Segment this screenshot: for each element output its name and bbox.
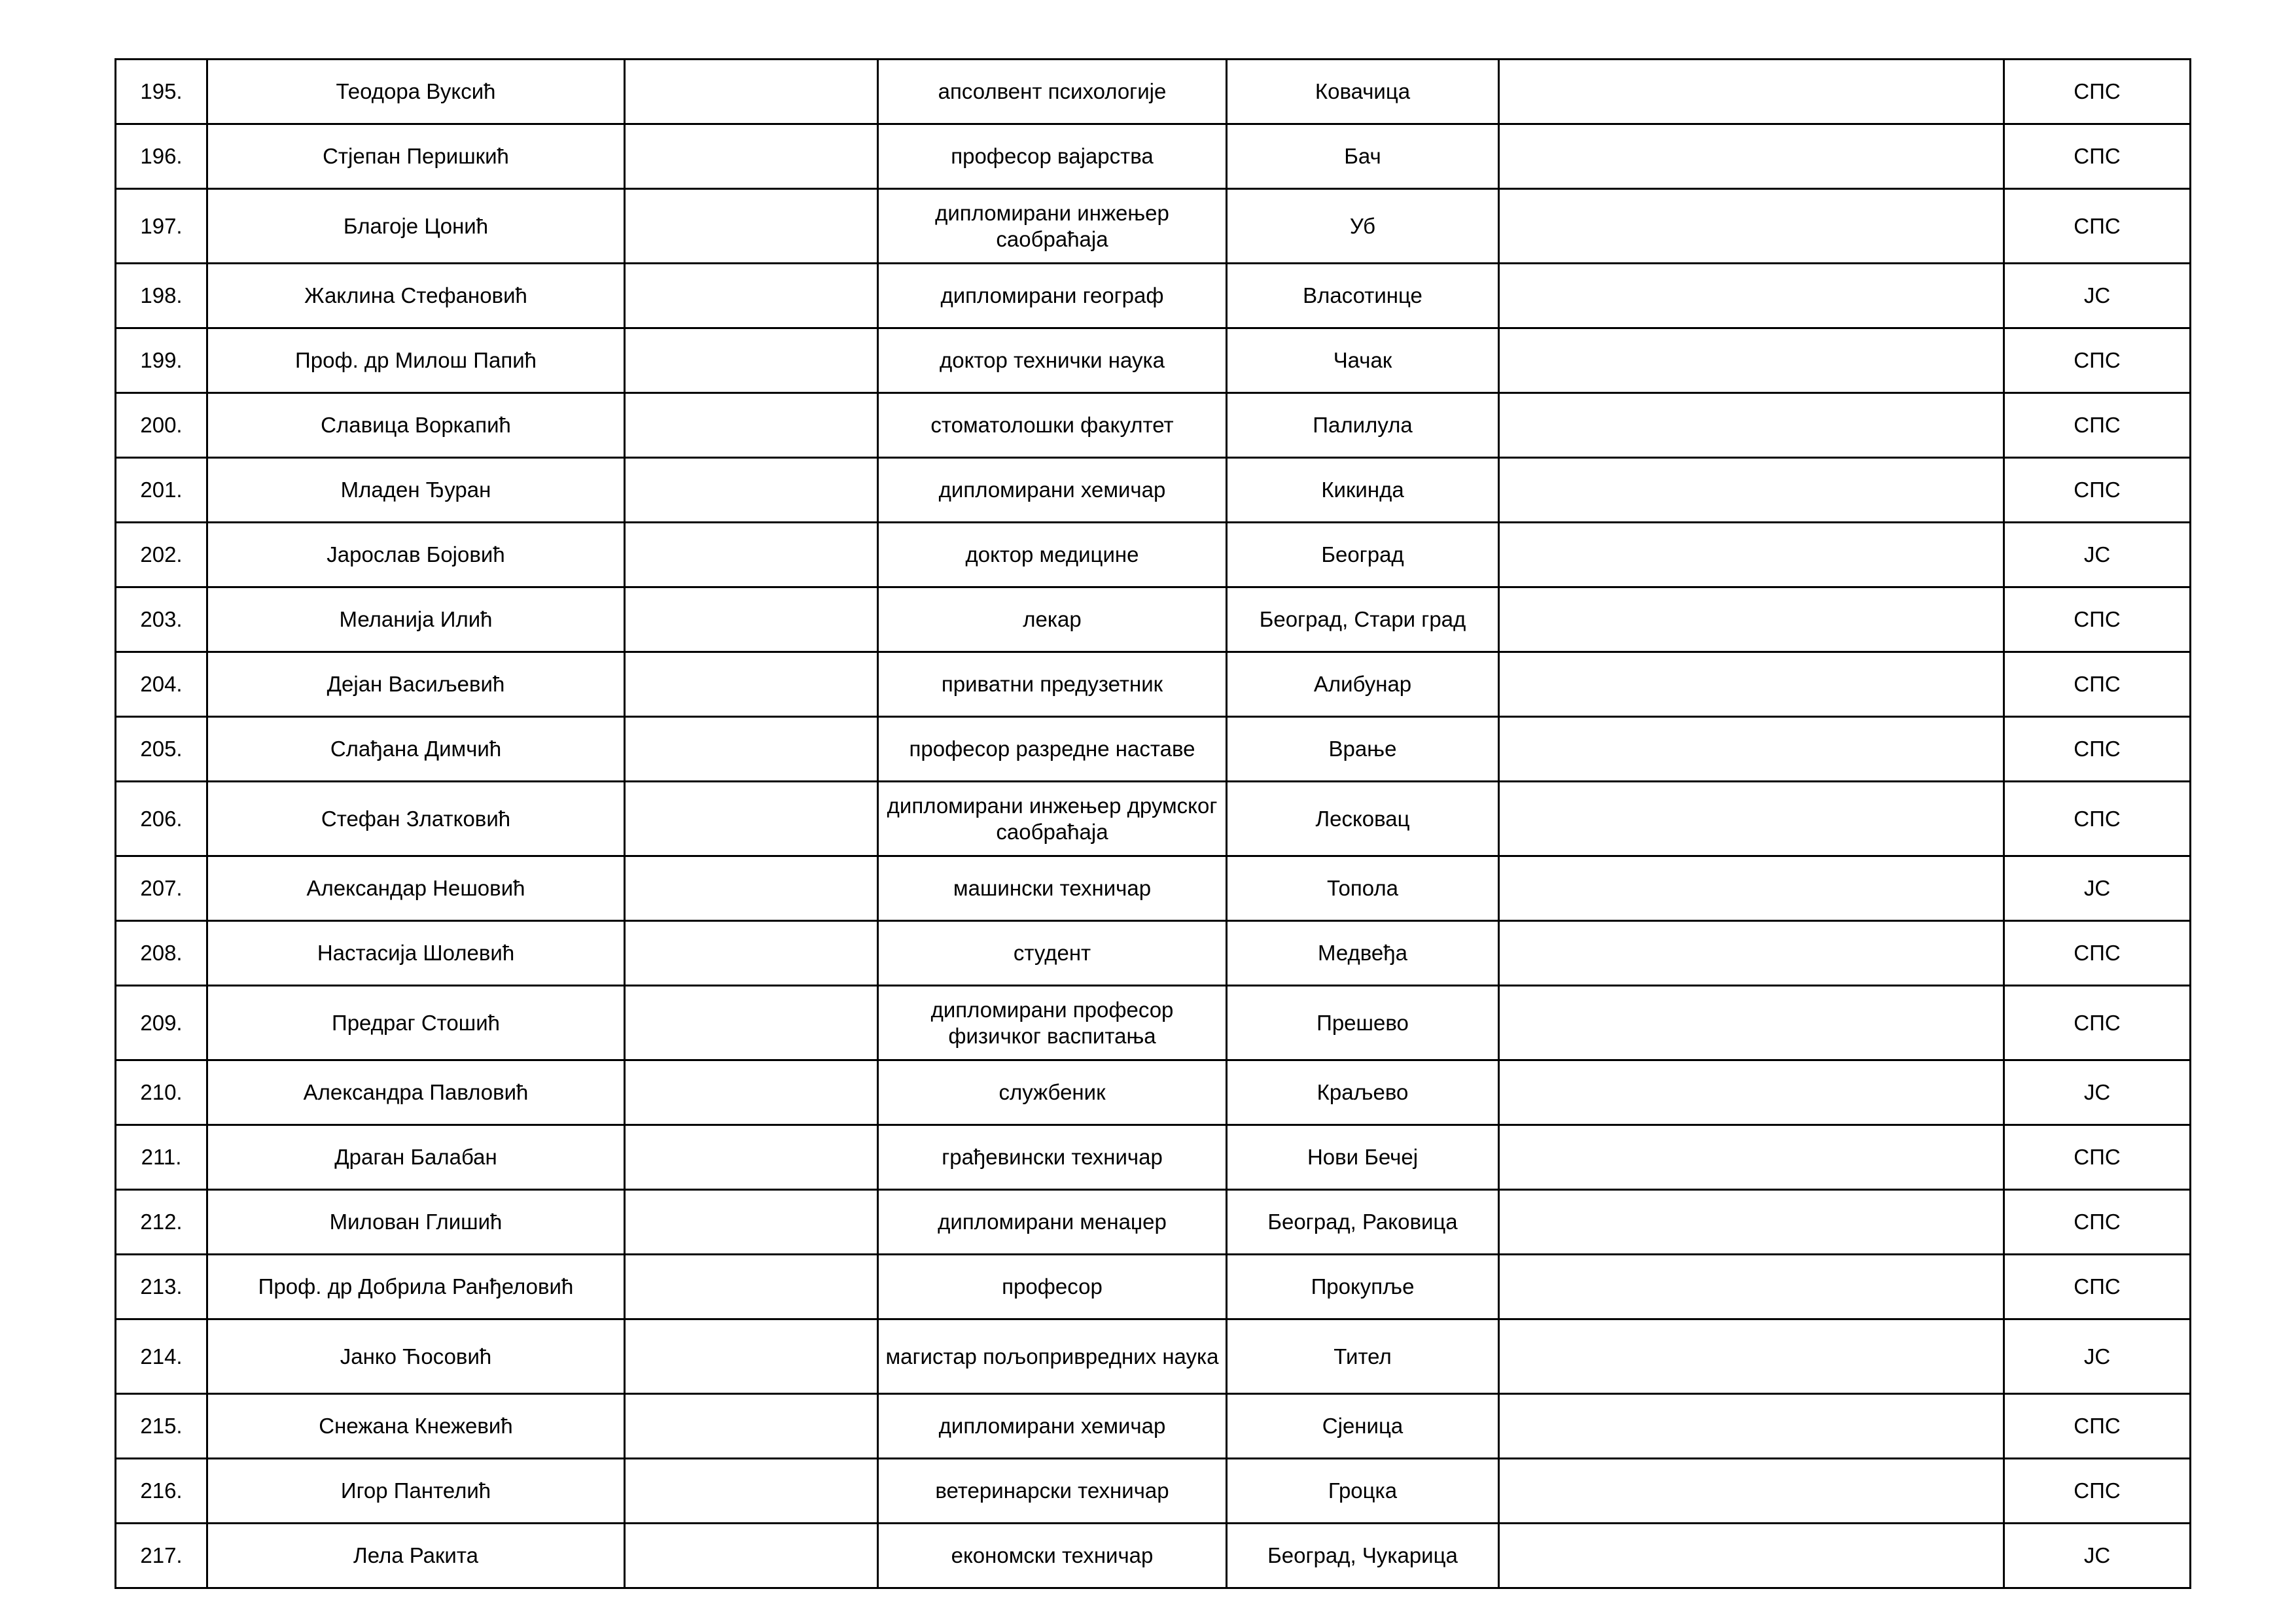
empty-cell <box>1499 652 2004 717</box>
place: Сјеница <box>1227 1394 1499 1459</box>
table-row <box>116 1125 2191 1190</box>
occupation: доктор медицине <box>878 523 1227 587</box>
candidate-table-body <box>116 60 2191 1588</box>
row-number: 202. <box>116 523 207 587</box>
empty-cell <box>625 328 878 393</box>
empty-cell <box>1499 782 2004 856</box>
table-row <box>116 1394 2191 1459</box>
party: СПС <box>2004 1394 2191 1459</box>
table-row <box>116 1255 2191 1319</box>
empty-cell <box>1499 458 2004 523</box>
occupation: дипломирани менаџер <box>878 1190 1227 1255</box>
table-row <box>116 60 2191 124</box>
empty-cell <box>1499 1060 2004 1125</box>
empty-cell <box>625 1125 878 1190</box>
empty-cell <box>625 1255 878 1319</box>
table-row <box>116 393 2191 458</box>
occupation: доктор технички наука <box>878 328 1227 393</box>
empty-cell <box>1499 264 2004 328</box>
candidate-name: Младен Ђуран <box>207 458 625 523</box>
party: СПС <box>2004 60 2191 124</box>
empty-cell <box>625 60 878 124</box>
table-row <box>116 782 2191 856</box>
empty-cell <box>625 1319 878 1394</box>
row-number: 206. <box>116 782 207 856</box>
party: СПС <box>2004 1125 2191 1190</box>
place: Чачак <box>1227 328 1499 393</box>
table-row <box>116 458 2191 523</box>
empty-cell <box>625 587 878 652</box>
place: Медвеђа <box>1227 921 1499 986</box>
row-number: 200. <box>116 393 207 458</box>
candidate-name: Стефан Златковић <box>207 782 625 856</box>
occupation: дипломирани хемичар <box>878 458 1227 523</box>
candidate-name: Милован Глишић <box>207 1190 625 1255</box>
place: Уб <box>1227 189 1499 264</box>
party: ЈС <box>2004 856 2191 921</box>
row-number: 203. <box>116 587 207 652</box>
table-row <box>116 856 2191 921</box>
empty-cell <box>1499 1125 2004 1190</box>
place: Београд, Чукарица <box>1227 1524 1499 1588</box>
party: СПС <box>2004 782 2191 856</box>
place: Београд, Раковица <box>1227 1190 1499 1255</box>
place: Палилула <box>1227 393 1499 458</box>
party: СПС <box>2004 587 2191 652</box>
party: ЈС <box>2004 1319 2191 1394</box>
table-row <box>116 189 2191 264</box>
occupation: дипломирани хемичар <box>878 1394 1227 1459</box>
empty-cell <box>625 782 878 856</box>
row-number: 199. <box>116 328 207 393</box>
empty-cell <box>1499 1394 2004 1459</box>
empty-cell <box>1499 1524 2004 1588</box>
table-row <box>116 1319 2191 1394</box>
empty-cell <box>625 856 878 921</box>
row-number: 215. <box>116 1394 207 1459</box>
table-row <box>116 1060 2191 1125</box>
empty-cell <box>1499 124 2004 189</box>
place: Алибунар <box>1227 652 1499 717</box>
party: СПС <box>2004 1255 2191 1319</box>
candidate-name: Проф. др Милош Папић <box>207 328 625 393</box>
empty-cell <box>625 523 878 587</box>
empty-cell <box>625 1060 878 1125</box>
party: ЈС <box>2004 264 2191 328</box>
place: Кикинда <box>1227 458 1499 523</box>
empty-cell <box>1499 1459 2004 1524</box>
empty-cell <box>625 986 878 1060</box>
candidate-name: Игор Пантелић <box>207 1459 625 1524</box>
party: СПС <box>2004 986 2191 1060</box>
table-row <box>116 986 2191 1060</box>
empty-cell <box>1499 393 2004 458</box>
candidate-name: Благоје Цонић <box>207 189 625 264</box>
party: СПС <box>2004 921 2191 986</box>
empty-cell <box>1499 986 2004 1060</box>
row-number: 196. <box>116 124 207 189</box>
place: Гроцка <box>1227 1459 1499 1524</box>
candidate-name: Јанко Ћосовић <box>207 1319 625 1394</box>
party: СПС <box>2004 189 2191 264</box>
row-number: 209. <box>116 986 207 1060</box>
row-number: 213. <box>116 1255 207 1319</box>
table-row <box>116 652 2191 717</box>
candidate-name: Теодора Вуксић <box>207 60 625 124</box>
place: Врање <box>1227 717 1499 782</box>
occupation: стоматолошки факултет <box>878 393 1227 458</box>
row-number: 195. <box>116 60 207 124</box>
place: Београд, Стари град <box>1227 587 1499 652</box>
empty-cell <box>625 1459 878 1524</box>
occupation: професор разредне наставе <box>878 717 1227 782</box>
table-row <box>116 1459 2191 1524</box>
occupation: дипломирани географ <box>878 264 1227 328</box>
candidate-name: Славица Воркапић <box>207 393 625 458</box>
occupation: апсолвент психологије <box>878 60 1227 124</box>
occupation: лекар <box>878 587 1227 652</box>
party: СПС <box>2004 458 2191 523</box>
candidate-name: Меланија Илић <box>207 587 625 652</box>
place: Ковачица <box>1227 60 1499 124</box>
empty-cell <box>1499 856 2004 921</box>
occupation: дипломирани инжењер саобраћаја <box>878 189 1227 264</box>
occupation: магистар пољопривредних наука <box>878 1319 1227 1394</box>
table-row <box>116 717 2191 782</box>
occupation: дипломирани професор физичког васпитања <box>878 986 1227 1060</box>
row-number: 211. <box>116 1125 207 1190</box>
place: Прешево <box>1227 986 1499 1060</box>
occupation: професор вајарства <box>878 124 1227 189</box>
empty-cell <box>1499 60 2004 124</box>
row-number: 198. <box>116 264 207 328</box>
row-number: 217. <box>116 1524 207 1588</box>
place: Бач <box>1227 124 1499 189</box>
empty-cell <box>1499 189 2004 264</box>
row-number: 212. <box>116 1190 207 1255</box>
party: ЈС <box>2004 1060 2191 1125</box>
place: Краљево <box>1227 1060 1499 1125</box>
occupation: студент <box>878 921 1227 986</box>
row-number: 210. <box>116 1060 207 1125</box>
place: Власотинце <box>1227 264 1499 328</box>
candidate-name: Дејан Васиљевић <box>207 652 625 717</box>
empty-cell <box>625 189 878 264</box>
table-row <box>116 328 2191 393</box>
table-row <box>116 587 2191 652</box>
table-row <box>116 523 2191 587</box>
empty-cell <box>625 652 878 717</box>
table-row <box>116 1190 2191 1255</box>
row-number: 197. <box>116 189 207 264</box>
row-number: 207. <box>116 856 207 921</box>
table-row <box>116 124 2191 189</box>
party: СПС <box>2004 328 2191 393</box>
party: СПС <box>2004 1459 2191 1524</box>
empty-cell <box>1499 921 2004 986</box>
occupation: професор <box>878 1255 1227 1319</box>
candidate-name: Драган Балабан <box>207 1125 625 1190</box>
party: СПС <box>2004 717 2191 782</box>
table-row <box>116 921 2191 986</box>
occupation: машински техничар <box>878 856 1227 921</box>
table-row <box>116 1524 2191 1588</box>
occupation: ветеринарски техничар <box>878 1459 1227 1524</box>
place: Прокупље <box>1227 1255 1499 1319</box>
party: ЈС <box>2004 1524 2191 1588</box>
place: Топола <box>1227 856 1499 921</box>
place: Лесковац <box>1227 782 1499 856</box>
empty-cell <box>625 124 878 189</box>
candidate-name: Проф. др Добрила Ранђеловић <box>207 1255 625 1319</box>
empty-cell <box>1499 1319 2004 1394</box>
empty-cell <box>1499 1190 2004 1255</box>
occupation: грађевински техничар <box>878 1125 1227 1190</box>
occupation: дипломирани инжењер друмског саобраћаја <box>878 782 1227 856</box>
party: СПС <box>2004 1190 2191 1255</box>
empty-cell <box>1499 1255 2004 1319</box>
empty-cell <box>625 458 878 523</box>
empty-cell <box>625 717 878 782</box>
empty-cell <box>625 1394 878 1459</box>
empty-cell <box>1499 717 2004 782</box>
candidate-name: Јарослав Бојовић <box>207 523 625 587</box>
candidate-name: Предраг Стошић <box>207 986 625 1060</box>
party: СПС <box>2004 652 2191 717</box>
occupation: приватни предузетник <box>878 652 1227 717</box>
occupation: службеник <box>878 1060 1227 1125</box>
row-number: 201. <box>116 458 207 523</box>
party: СПС <box>2004 124 2191 189</box>
empty-cell <box>625 393 878 458</box>
candidate-name: Настасија Шолевић <box>207 921 625 986</box>
empty-cell <box>625 1524 878 1588</box>
empty-cell <box>1499 587 2004 652</box>
place: Нови Бечеј <box>1227 1125 1499 1190</box>
candidate-table <box>115 58 2191 1589</box>
candidate-name: Снежана Кнежевић <box>207 1394 625 1459</box>
place: Тител <box>1227 1319 1499 1394</box>
party: СПС <box>2004 393 2191 458</box>
place: Београд <box>1227 523 1499 587</box>
party: ЈС <box>2004 523 2191 587</box>
row-number: 205. <box>116 717 207 782</box>
candidate-name: Александра Павловић <box>207 1060 625 1125</box>
empty-cell <box>625 921 878 986</box>
occupation: економски техничар <box>878 1524 1227 1588</box>
table-row <box>116 264 2191 328</box>
row-number: 214. <box>116 1319 207 1394</box>
candidate-name: Слађана Димчић <box>207 717 625 782</box>
row-number: 204. <box>116 652 207 717</box>
row-number: 208. <box>116 921 207 986</box>
empty-cell <box>1499 523 2004 587</box>
empty-cell <box>625 264 878 328</box>
empty-cell <box>1499 328 2004 393</box>
candidate-name: Стјепан Перишкић <box>207 124 625 189</box>
empty-cell <box>625 1190 878 1255</box>
candidate-name: Жаклина Стефановић <box>207 264 625 328</box>
candidate-name: Лела Ракита <box>207 1524 625 1588</box>
candidate-name: Александар Нешовић <box>207 856 625 921</box>
row-number: 216. <box>116 1459 207 1524</box>
